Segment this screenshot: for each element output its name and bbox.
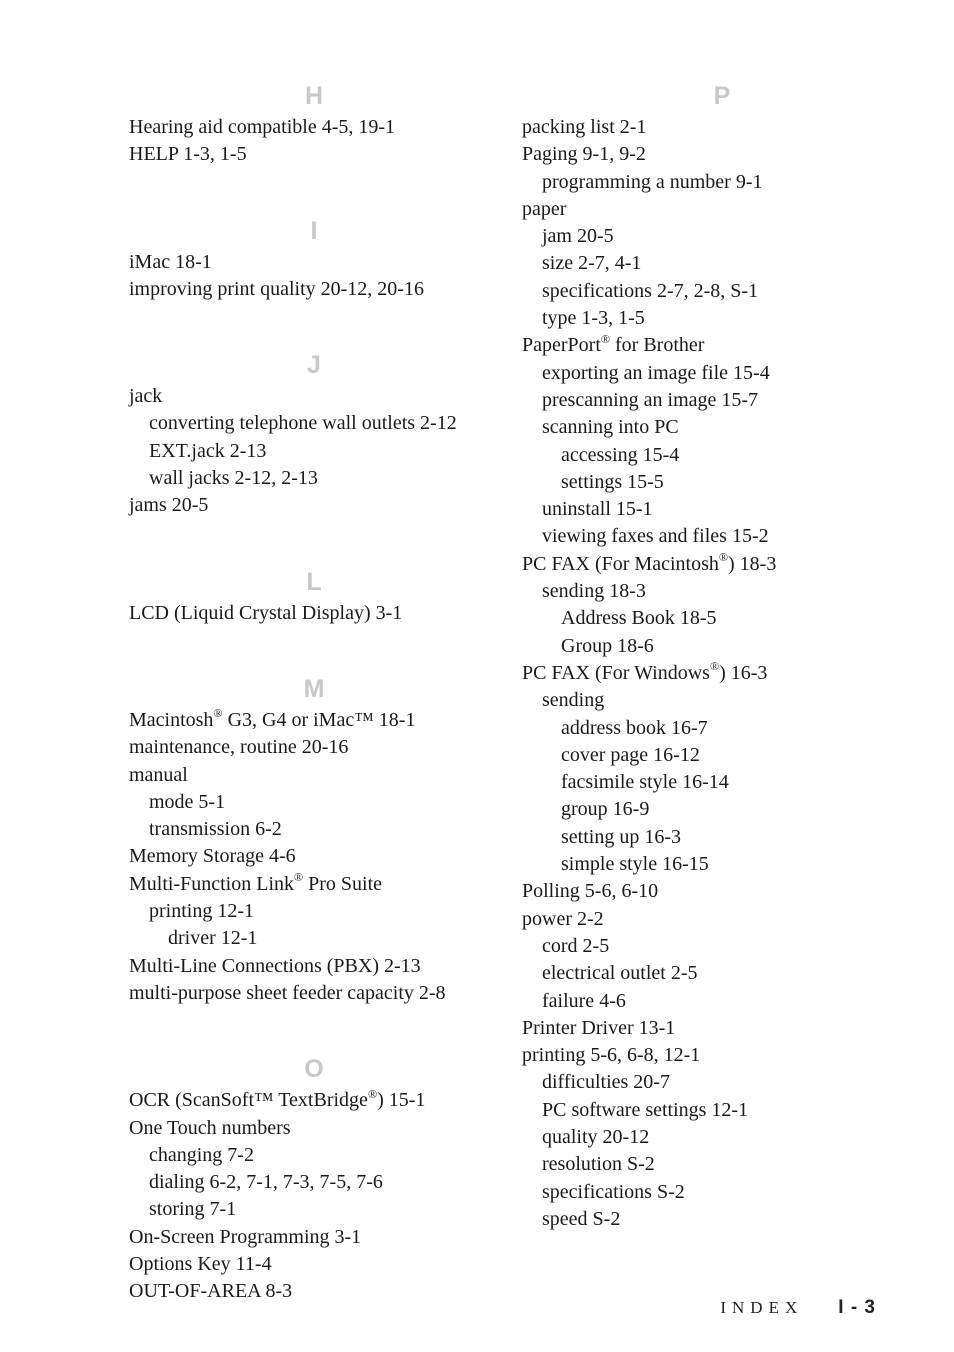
index-column-left <box>129 78 499 1306</box>
section-letter: M <box>303 674 325 703</box>
index-entry: jack <box>129 385 163 408</box>
index-entry: packing list 2-1 <box>522 116 647 138</box>
section-letter: P <box>713 82 731 110</box>
entry-text: for Brother <box>610 334 705 357</box>
section-letter: O <box>304 1055 324 1084</box>
index-subentry: jam 20-5 <box>542 225 614 248</box>
index-entry <box>129 1087 499 1114</box>
index-subentry: difficulties 20-7 <box>542 1071 670 1094</box>
index-entry <box>522 660 922 687</box>
index-entry-list <box>129 383 499 519</box>
index-subsubentry: facsimile style 16-14 <box>561 771 729 794</box>
index-subsubentry: Address Book 18-5 <box>561 607 717 630</box>
index-entry: LCD (Liquid Crystal Display) 3-1 <box>129 601 403 624</box>
index-subentry: electrical outlet 2-5 <box>542 962 698 985</box>
footer-section-word: INDEX <box>720 1298 804 1317</box>
entry-text: ) 18-3 <box>728 552 777 575</box>
section-letter: J <box>307 351 321 380</box>
section-letter: H <box>304 82 324 110</box>
section-spacer <box>129 169 499 213</box>
section-spacer <box>129 1007 499 1051</box>
index-entry: multi-purpose sheet feeder capacity 2-8 <box>129 981 446 1004</box>
section-spacer <box>129 520 499 564</box>
section-letter: I <box>310 216 318 245</box>
index-subsubentry: address book 16-7 <box>561 716 708 739</box>
index-subentry: sending <box>542 689 605 712</box>
index-entry-list <box>129 707 499 1007</box>
index-subentry: dialing 6-2, 7-1, 7-3, 7-5, 7-6 <box>149 1171 383 1194</box>
entry-text: ) 16-3 <box>719 661 768 684</box>
section-spacer <box>129 303 499 347</box>
registered-mark: ® <box>294 870 304 885</box>
index-subentry: viewing faxes and files 15-2 <box>542 525 769 548</box>
registered-mark: ® <box>709 659 720 674</box>
entry-text: PC FAX (For Macintosh <box>522 552 719 575</box>
index-subentry: scanning into PC <box>542 416 679 439</box>
entry-text: OCR (ScanSoft™ TextBridge <box>129 1089 368 1112</box>
index-subentry: cord 2-5 <box>542 934 610 957</box>
index-entry: power 2-2 <box>522 907 604 930</box>
index-subsubentry: accessing 15-4 <box>561 443 680 466</box>
registered-mark: ® <box>213 706 223 721</box>
index-subentry: programming a number 9-1 <box>542 170 763 193</box>
entry-text: Multi-Function Link <box>129 872 294 895</box>
index-subentry: sending 18-3 <box>542 580 646 603</box>
index-entry: OUT-OF-AREA 8-3 <box>129 1280 293 1303</box>
index-subentry: storing 7-1 <box>149 1198 237 1221</box>
index-entry: On-Screen Programming 3-1 <box>129 1225 362 1248</box>
index-entry: Options Key 11-4 <box>129 1253 272 1276</box>
footer-page-number: I - 3 <box>838 1297 876 1318</box>
index-entry: Printer Driver 13-1 <box>522 1016 676 1039</box>
index-subsubentry: driver 12-1 <box>168 927 258 950</box>
entry-text: PC FAX (For Windows <box>522 661 710 684</box>
index-subentry: failure 4-6 <box>542 989 626 1012</box>
index-subentry: size 2-7, 4-1 <box>542 252 642 275</box>
entry-text: Macintosh <box>129 708 214 731</box>
index-entry: Multi-Line Connections (PBX) 2-13 <box>129 954 421 977</box>
index-entry: paper <box>522 197 567 220</box>
index-entry-list <box>129 114 499 169</box>
index-column-right <box>522 78 922 1233</box>
index-subentry: quality 20-12 <box>542 1125 650 1148</box>
section-spacer <box>129 627 499 671</box>
section-letter: L <box>306 567 322 596</box>
index-subentry: speed S-2 <box>542 1207 621 1230</box>
index-subsubentry: Group 18-6 <box>561 634 654 657</box>
index-entry: manual <box>129 763 188 786</box>
index-entry: iMac 18-1 <box>129 250 212 273</box>
index-subentry: transmission 6-2 <box>149 818 282 841</box>
index-entry: Memory Storage 4-6 <box>129 845 296 868</box>
index-subentry: mode 5-1 <box>149 790 226 813</box>
index-entry: One Touch numbers <box>129 1116 291 1139</box>
index-subentry: EXT.jack 2-13 <box>149 439 267 462</box>
index-subentry: specifications 2-7, 2-8, S-1 <box>542 279 759 302</box>
index-subentry: changing 7-2 <box>149 1143 254 1166</box>
page-footer <box>720 1297 876 1319</box>
registered-mark: ® <box>367 1086 378 1101</box>
index-subentry: printing 12-1 <box>149 900 254 923</box>
index-entry: printing 5-6, 6-8, 12-1 <box>522 1044 701 1067</box>
index-subentry: PC software settings 12-1 <box>542 1098 749 1121</box>
index-entry: HELP 1-3, 1-5 <box>129 143 247 166</box>
entry-text: Pro Suite <box>303 872 383 895</box>
registered-mark: ® <box>600 331 611 346</box>
index-subentry: uninstall 15-1 <box>542 498 653 521</box>
index-entry: improving print quality 20-12, 20-16 <box>129 277 424 300</box>
index-subentry: type 1-3, 1-5 <box>542 307 645 330</box>
entry-text: ) 15-1 <box>377 1089 426 1112</box>
index-entry: Paging 9-1, 9-2 <box>522 143 646 166</box>
index-subsubentry: group 16-9 <box>561 798 650 821</box>
index-subsubentry: settings 15-5 <box>561 470 664 493</box>
index-subentry: wall jacks 2-12, 2-13 <box>149 467 318 490</box>
index-entry <box>129 707 499 734</box>
index-entry <box>522 551 922 578</box>
index-subentry: exporting an image file 15-4 <box>542 361 770 384</box>
entry-text: PaperPort <box>522 334 601 357</box>
index-subentry: prescanning an image 15-7 <box>542 388 759 411</box>
registered-mark: ® <box>718 550 728 565</box>
index-subentry: resolution S-2 <box>542 1153 655 1176</box>
index-subsubentry: setting up 16-3 <box>561 825 681 848</box>
index-subentry: converting telephone wall outlets 2-12 <box>149 412 457 435</box>
index-subentry: specifications S-2 <box>542 1180 685 1203</box>
index-subsubentry: cover page 16-12 <box>561 743 700 766</box>
index-subsubentry: simple style 16-15 <box>561 853 709 876</box>
index-entry <box>522 332 922 359</box>
index-entry-list <box>522 114 922 1233</box>
index-entry: jams 20-5 <box>129 494 209 517</box>
index-entry-list <box>129 1087 499 1305</box>
index-entry: Polling 5-6, 6-10 <box>522 880 659 903</box>
index-entry <box>129 871 499 898</box>
index-entry-list <box>129 600 499 627</box>
entry-text: G3, G4 or iMac™ 18-1 <box>222 708 416 731</box>
index-entry: maintenance, routine 20-16 <box>129 736 349 759</box>
index-entry-list <box>129 249 499 304</box>
index-entry: Hearing aid compatible 4-5, 19-1 <box>129 116 396 138</box>
